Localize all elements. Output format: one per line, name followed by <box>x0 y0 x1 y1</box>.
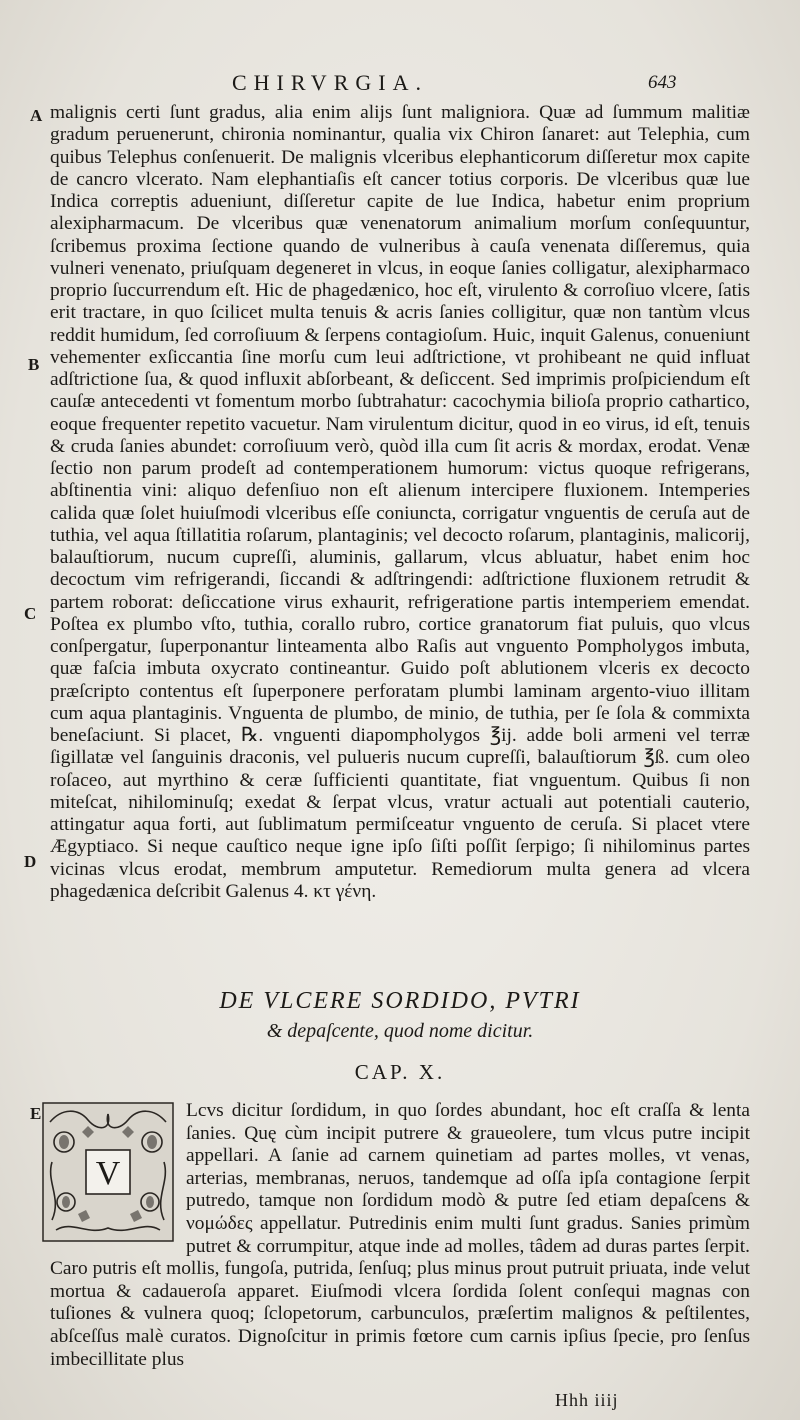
margin-letter-a: A <box>30 106 43 125</box>
main-text-block: malignis certi ſunt gradus, alia enim alijs ſunt maligniora. Quæ ad ſummum malitiæ gradum peruenerunt, chironia nominantur, qualia vix Chiron ſanaret: aut Telephia, cum quibus Telephus conſenuerit. De malignis vlceribus elephanticorum diſſeretur mox capite de cancro vlcerato. Nam elephantiaſis eſt cancer totius corporis. De vlceribus quæ lue Indica correptis adueniunt, diſſeretur capite de lue Indica, habetur enim proprium alexipharmacum. De vlceribus quæ venenatorum animalium morſum conſequuntur, ſcribemus proxima ſectione quando de vulneribus à cauſa venenata diſſeremus, quia vulneri venenato, priuſquam degeneret in vlcus, in eoque ſanies colligatur, alexipharmaco proprio ſuccurrendum eſt. Hic de phagedænico, hoc eſt, virulento & corroſiuo vlcere, ſatis erit tractare, in quo ſcilicet multa tenuis & acris ſanies colligitur, quæ non tantùm vlcus reddit humidum, ſed corroſiuum & ſerpens contagioſum. Huic, inquit Galenus, conueniunt vehementer exſiccantia ſine morſu cum leui adſtrictione, vt prohibeant ne quid influat adſtrictione ſua, & quod influxit abſorbeant, & deſiccent. Sed imprimis proſpiciendum eſt cauſæ antecedenti vt fomentum morbo ſubtrahatur: cacochymia bilioſa proprio cathartico, eoque frequenter repetito vacuetur. Nam virulentum dicitur, quod in eo virus, id eſt, tenuis & cruda ſanies abundet: corroſiuum verò, quòd illa cum ſit acris & mordax, erodat. Venæ ſectio non parum prodeſt ad contemperationem humorum: victus quoque refrigerans, abſtinentia vini: aliquo defenſiuo non eſt alienum intercipere fluxionem. Intemperies calida quæ ſolet huiuſmodi vlceribus eſſe coniuncta, corrigatur vnguentis de ceruſa aut de tuthia, vel aqua ſtillatitia roſarum, plantaginis; vel decocto roſarum, plantaginis, malicorij, balauſtiorum, nucum cupreſſi, aluminis, gallarum, vlcus abluatur, habet enim hoc decoctum vim refrigerandi, ſiccandi & adſtringendi: adſtrictione fluxionem retrudit & partem roborat: deſiccatione virus exhaurit, refrigeratione partis intemperiem emendat. Poſtea ex plumbo vſto, tuthia, corallo rubro, cortice granatorum fiat puluis, quo vlcus conſpergatur, ſuperponantur linteamenta albo Raſis aut vnguento Pompholygos imbuta, quæ faſcia imbuta oxycrato contineantur. Guido poſt ablutionem vlceris ex decocto præſcripto contentus eſt ſuperponere perforatam plumbi laminam argento-viuo illitam cum aqua plantaginis. Vnguenta de plumbo, de minio, de tuthia, per ſe ſola & commixta beneſaciunt. Si placet, ℞. vnguenti diapompholygos ℥ij. adde boli armeni vel terræ ſigillatæ vel ſanguinis draconis, vel pulueris nucum cupreſſi, balauſtiorum ℥ß. cum oleo roſaceo, aut myrthino & ceræ ſufficienti quantitate, fiat vnguentum. Quibus ſi non miteſcat, nihilominuſq; exedat & ſerpat vlcus, vratur actuali aut potentiali cauterio, attingatur aqua forti, aut ſublimatum permiſceatur vnguento de ceruſa. Si placet vtere Ægyptiaco. Si neque cauſtico neque igne ipſo ſiſti poſſit ſerpigo; ſi nihilominus partes vicinas vlcus erodat, membrum amputetur. Remediorum multa genera ad vlcera phagedænica deſcribit Galenus 4. κτ γένη. <box>50 102 750 902</box>
chapter-text-block <box>50 1100 750 1371</box>
ornament-icon <box>42 1102 174 1242</box>
margin-letter-d: D <box>24 852 37 871</box>
running-head <box>0 70 800 96</box>
margin-letter-b: B <box>28 355 40 374</box>
margin-letter-e: E <box>30 1104 42 1123</box>
section-subtitle: & depaſcente, quod nome dicitur. <box>266 1020 534 1042</box>
chapter-label: CAP. X. <box>354 1060 446 1084</box>
signature-mark: Hhh iiij <box>555 1390 619 1410</box>
chapter-text: Lcvs dicitur ſordidum, in quo ſordes abundant, hoc eſt craſſa & lenta ſanies. Quę cùm incipit putrere & graueolere, tum vlcus putre incipit appellari. A ſanie ad carnem quinetiam ad partes molles, vt venas, arterias, membranas, neruos, tandemque ad oſſa ipſa contagione ſerpit putredo, tamque non ſordidum modò & putre ſed etiam depaſcens & νομώδες appellatur. Putredinis enim multi ſunt gradus. Sanies primùm putret & corrumpitur, atque inde ad molles, tâdem ad duras partes ſerpit. Caro putris eſt mollis, fungoſa, putrida, ſenſuq; plus minus prout putruit priuata, inde velut mortua & cadaueroſa apparet. Eiuſmodi vlcera ſordida ſolent conſequi magnas con tuſiones & vulnera quoq; ſclopetorum, carbunculos, præſertim malignos & peſtilentes, abſceſſus malè curatos. Dignoſcitur in primis fœtore cum carnis ipſius ſpecie, pro ſenſus imbecillitate plus <box>50 1100 750 1370</box>
decorated-initial <box>42 1102 174 1242</box>
section-heading <box>60 986 740 1046</box>
initial-letter: V <box>95 1155 121 1192</box>
margin-letter-c: C <box>24 604 37 623</box>
running-title: CHIRVRGIA. <box>232 70 428 95</box>
page-number: 643 <box>648 72 677 93</box>
section-title: DE VLCERE SORDIDO, PVTRI <box>219 988 581 1014</box>
